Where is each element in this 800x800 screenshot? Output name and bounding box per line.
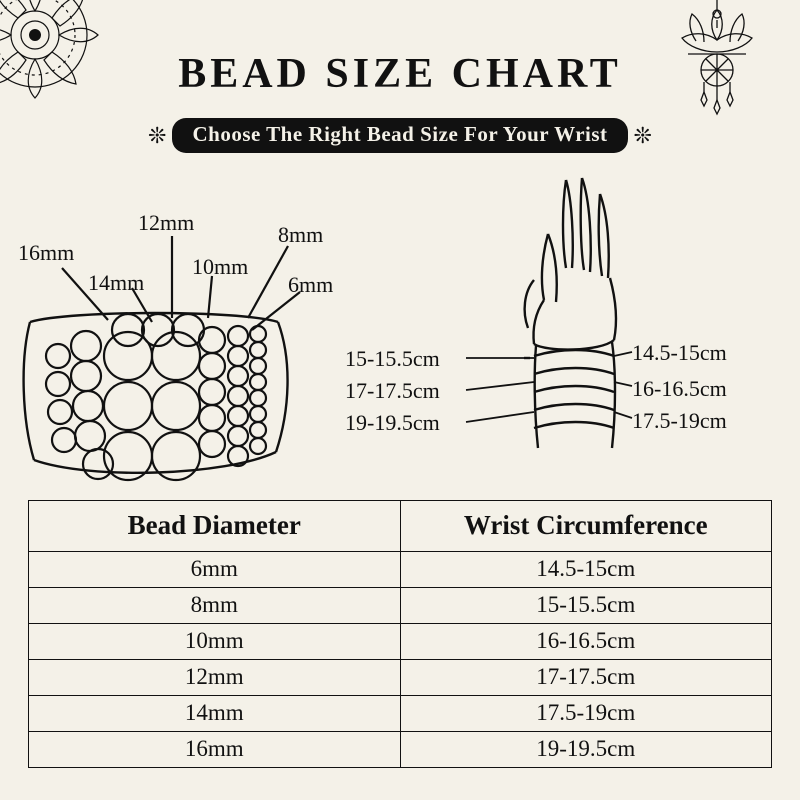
table-row <box>29 732 772 768</box>
table-cell-bead: 16mm <box>29 732 401 768</box>
bead-label-14mm: 14mm <box>88 270 145 295</box>
bead-bracelet-illustration <box>0 160 800 490</box>
bead-label-10mm: 10mm <box>192 254 249 279</box>
table-cell-wrist: 15-15.5cm <box>400 588 772 624</box>
hand-with-wrist-bands-illustration <box>466 178 632 448</box>
wrist-label-right-3: 17.5-19cm <box>632 408 727 433</box>
table-cell-bead: 14mm <box>29 696 401 732</box>
table-cell-bead: 12mm <box>29 660 401 696</box>
bead-label-8mm: 8mm <box>278 222 324 247</box>
illustration-area <box>0 160 800 490</box>
flourish-right-icon: ❊ <box>633 122 652 148</box>
table-row <box>29 624 772 660</box>
page-title: BEAD SIZE CHART <box>178 51 622 97</box>
wrist-label-left-1: 15-15.5cm <box>345 346 440 371</box>
table-header-bead-diameter: Bead Diameter <box>29 501 401 552</box>
table-row <box>29 588 772 624</box>
wrist-label-right-2: 16-16.5cm <box>632 376 727 401</box>
wrist-label-right-1: 14.5-15cm <box>632 340 727 365</box>
table-cell-wrist: 16-16.5cm <box>400 624 772 660</box>
wrist-label-left-2: 17-17.5cm <box>345 378 440 403</box>
table-header-wrist-circumference: Wrist Circumference <box>400 501 772 552</box>
table-cell-bead: 8mm <box>29 588 401 624</box>
wrist-label-left-3: 19-19.5cm <box>345 410 440 435</box>
table-header-row <box>29 501 772 552</box>
table-row <box>29 696 772 732</box>
bead-label-12mm: 12mm <box>138 210 195 235</box>
bead-label-16mm: 16mm <box>18 240 75 265</box>
table-cell-wrist: 17.5-19cm <box>400 696 772 732</box>
subtitle-badge: Choose The Right Bead Size For Your Wrist <box>172 118 627 153</box>
table-row <box>29 552 772 588</box>
flourish-left-icon: ❊ <box>148 122 167 148</box>
bead-size-table <box>28 500 772 768</box>
size-table-wrap <box>28 500 772 768</box>
subtitle-row <box>0 118 800 153</box>
table-cell-bead: 10mm <box>29 624 401 660</box>
table-cell-wrist: 17-17.5cm <box>400 660 772 696</box>
table-cell-bead: 6mm <box>29 552 401 588</box>
table-row <box>29 660 772 696</box>
table-cell-wrist: 14.5-15cm <box>400 552 772 588</box>
bead-label-6mm: 6mm <box>288 272 334 297</box>
table-cell-wrist: 19-19.5cm <box>400 732 772 768</box>
